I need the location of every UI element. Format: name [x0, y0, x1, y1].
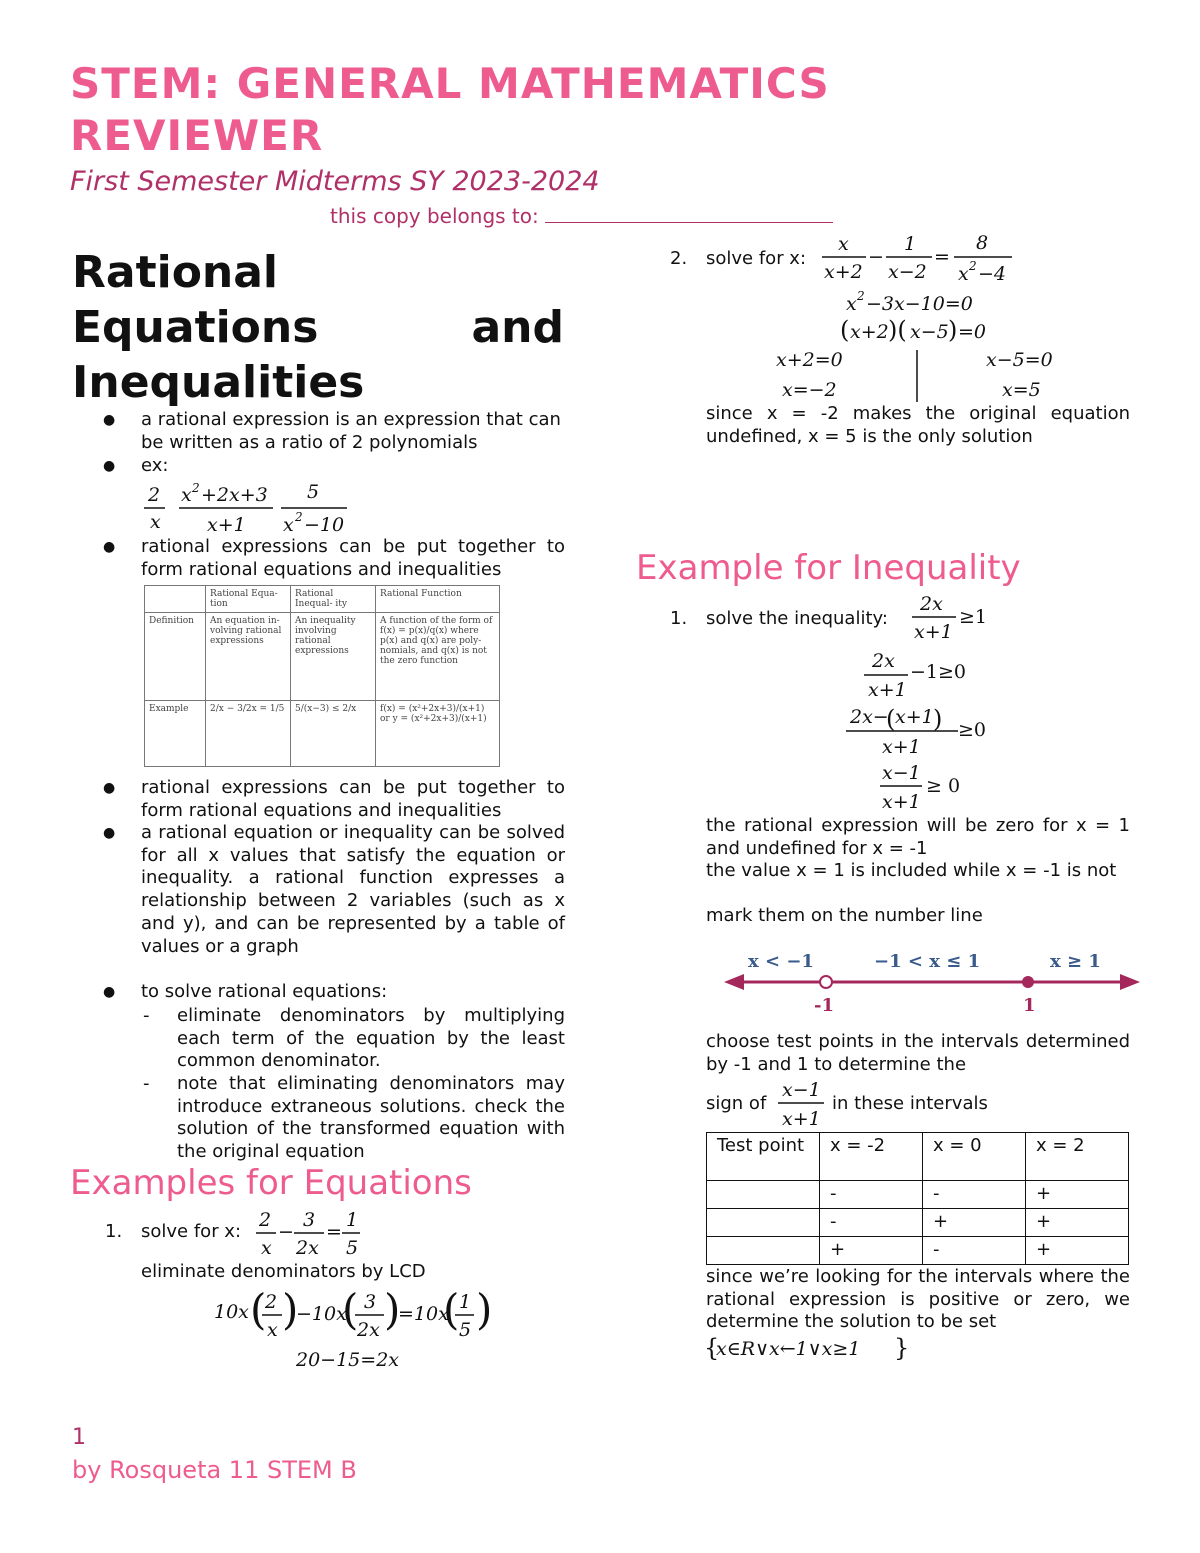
- svg-text:−4: −4: [978, 263, 1007, 285]
- page-number: 1: [72, 1425, 86, 1450]
- svg-text:x: x: [846, 293, 857, 315]
- in-note-2: the value x = 1 is included while x = -1 is not: [706, 860, 1117, 881]
- svg-text:(: (: [840, 316, 850, 344]
- example-function-cell: f(x) = (x²+2x+3)/(x+1) or y = (x²+2x+3)/(x+1): [376, 701, 500, 767]
- svg-text:2: 2: [148, 484, 161, 506]
- table-header: Test point: [707, 1133, 820, 1181]
- svg-text:(: (: [342, 1285, 359, 1334]
- svg-text:): ): [933, 705, 943, 733]
- heading-line-1: Rational: [72, 247, 279, 298]
- heading-word-and: and: [471, 302, 564, 353]
- svg-text:x: x: [838, 233, 849, 255]
- table-row: + - +: [707, 1237, 1129, 1265]
- svg-text:x−1: x−1: [782, 1079, 821, 1101]
- svg-text:2x: 2x: [920, 593, 943, 615]
- bullet-icon: ●: [103, 780, 116, 796]
- svg-text:x+1: x+1: [914, 621, 953, 643]
- svg-text:x+1: x+1: [868, 679, 907, 701]
- heading-line-3: Inequalities: [72, 357, 365, 408]
- example-inequality-heading: Example for Inequality: [636, 548, 1021, 588]
- svg-text:3: 3: [303, 1209, 316, 1231]
- svg-text:x+1: x+1: [882, 791, 921, 813]
- ex1-label: solve for x:: [141, 1221, 242, 1242]
- svg-text:1: 1: [904, 233, 917, 255]
- conclusion-text: since we’re looking for the intervals where the rational expression is positive or zero, we determine the solution to be set: [706, 1266, 1130, 1333]
- svg-text:): ): [384, 1285, 401, 1334]
- svg-text:5: 5: [346, 1237, 359, 1259]
- ex2-number: 2.: [670, 248, 688, 269]
- svg-text:x−5=0: x−5=0: [986, 349, 1053, 371]
- svg-text:x∈R∨x←1∨x≥1: x∈R∨x←1∨x≥1: [716, 1338, 861, 1360]
- svg-text:=: =: [326, 1221, 342, 1243]
- sign-fraction: [774, 1076, 830, 1136]
- document-subtitle: First Semester Midterms SY 2023-2024: [70, 166, 600, 197]
- table-row: - + +: [707, 1209, 1129, 1237]
- svg-text:x: x: [181, 484, 192, 506]
- numberline-left-label: x < −1: [748, 951, 814, 972]
- svg-text:−10: −10: [304, 514, 345, 536]
- in-note-3: mark them on the number line: [706, 905, 983, 926]
- list-item: ● ex:: [103, 455, 169, 476]
- svg-text:2: 2: [192, 481, 200, 495]
- svg-text:x+1: x+1: [895, 706, 934, 728]
- table-header: x = 0: [923, 1133, 1026, 1181]
- svg-text:x: x: [958, 263, 969, 285]
- table-header: x = 2: [1026, 1133, 1129, 1181]
- ex1-step-label: eliminate denominators by LCD: [141, 1261, 426, 1282]
- svg-text:=0: =0: [958, 321, 987, 343]
- section-heading: [72, 245, 564, 410]
- comparison-table-image: [144, 585, 500, 773]
- svg-text:2: 2: [265, 1291, 278, 1313]
- svg-text:(: (: [443, 1285, 460, 1334]
- bullet-icon: ●: [103, 984, 116, 1000]
- table-header: x = -2: [820, 1133, 923, 1181]
- in-note-1: the rational expression will be zero for x = 1 and undefined for x = -1: [706, 815, 1130, 859]
- svg-text:(: (: [250, 1285, 267, 1334]
- svg-text:): ): [476, 1285, 493, 1334]
- choose-text: choose test points in the intervals determined by -1 and 1 to determine the: [706, 1031, 1130, 1075]
- svg-text:x=5: x=5: [1002, 379, 1041, 401]
- svg-text:1: 1: [346, 1209, 359, 1231]
- bullet-icon: ●: [103, 412, 116, 428]
- in1-inequality: [908, 590, 998, 650]
- svg-text:−: −: [868, 246, 884, 268]
- svg-text:−: −: [278, 1221, 294, 1243]
- sign-of-label: sign of: [706, 1093, 767, 1114]
- list-item: ● a rational expression is an expression that can be written as a ratio of 2 polynomials: [103, 409, 561, 453]
- owner-label: this copy belongs to:: [330, 204, 539, 228]
- svg-text:−3x−10=0: −3x−10=0: [866, 293, 973, 315]
- svg-text:−1≥0: −1≥0: [910, 661, 967, 683]
- svg-text:x: x: [150, 511, 161, 533]
- list-item: ● rational expressions can be put together to form rational equations and inequalities: [103, 536, 565, 580]
- in1-steps: [840, 645, 1000, 819]
- svg-text:x: x: [267, 1319, 278, 1341]
- svg-text:{: {: [704, 1334, 720, 1362]
- test-point-table: [706, 1132, 1129, 1265]
- svg-text:1: 1: [459, 1291, 472, 1313]
- example-inequality-cell: 5/(x−3) ≤ 2/x: [291, 701, 376, 767]
- ex2-steps: [770, 286, 1070, 410]
- owner-blank: [545, 202, 833, 223]
- svg-text:≥ 0: ≥ 0: [926, 775, 961, 797]
- examples-equations-heading: Examples for Equations: [70, 1163, 472, 1203]
- svg-text:x+2: x+2: [824, 261, 863, 283]
- dash-icon: -: [143, 1005, 150, 1026]
- ex2-label: solve for x:: [706, 248, 807, 269]
- svg-text:10x: 10x: [214, 1301, 249, 1323]
- in1-label: solve the inequality:: [706, 608, 888, 629]
- svg-text:x−5: x−5: [910, 321, 949, 343]
- svg-text:8: 8: [976, 232, 989, 254]
- list-item: ● rational expressions can be put together to form rational equations and inequalities: [103, 777, 565, 821]
- comparison-table: Rational Equa- tion Rational Inequal- ity Rational Function Definition An equation in- volving rational expressions An inequality involving rational expressions A function of the form of f(x) = p(x)/q(x) where p(x) and q(x) are poly- nomials, and q(x) is not the zero function Example 2/x − 3/2x = 1/5 5/(x−3) ≤ 2/x f(x) = (x²+2x+3)/(x+1) or y = (x²+2x+3)/(x+1): [144, 585, 500, 767]
- dash-icon: -: [143, 1073, 150, 1094]
- svg-text:≥1: ≥1: [959, 606, 988, 628]
- svg-text:(: (: [886, 705, 896, 733]
- svg-text:x: x: [283, 514, 294, 536]
- bullet-icon: ●: [103, 825, 116, 841]
- heading-line-2: [72, 300, 564, 355]
- bullet-icon: ●: [103, 458, 116, 474]
- svg-text:+2x+3: +2x+3: [201, 484, 268, 506]
- owner-line: [330, 202, 833, 228]
- ex2-note: since x = -2 makes the original equation undefined, x = 5 is the only solution: [706, 403, 1130, 447]
- svg-text:): ): [948, 316, 958, 344]
- ex2-equation: [818, 228, 1018, 292]
- numberline-mid-label: −1 < x ≤ 1: [874, 951, 981, 972]
- svg-text:5: 5: [307, 481, 320, 503]
- svg-text:−10x: −10x: [296, 1303, 347, 1325]
- svg-text:x+1: x+1: [207, 514, 246, 536]
- table-row: - - +: [707, 1181, 1129, 1209]
- ex1-number: 1.: [105, 1221, 123, 1242]
- svg-text:x−2: x−2: [888, 261, 927, 283]
- svg-text:5: 5: [459, 1319, 472, 1341]
- numberline-right-label: x ≥ 1: [1050, 951, 1101, 972]
- svg-text:2x: 2x: [296, 1237, 319, 1259]
- svg-text:20−15=2x: 20−15=2x: [296, 1349, 399, 1371]
- list-item: ● to solve rational equations:: [103, 981, 388, 1002]
- svg-text:2x: 2x: [872, 650, 895, 672]
- svg-text:x+1: x+1: [882, 736, 921, 758]
- expressions-svg: [141, 481, 361, 537]
- svg-text:2: 2: [259, 1209, 272, 1231]
- svg-text:x+2=0: x+2=0: [776, 349, 843, 371]
- svg-text:2: 2: [295, 510, 303, 524]
- svg-text:x−1: x−1: [882, 762, 921, 784]
- svg-text:=: =: [934, 246, 950, 268]
- author-line: by Rosqueta 11 STEM B: [72, 1456, 357, 1484]
- svg-text:2x: 2x: [357, 1319, 380, 1341]
- svg-text:x+2: x+2: [850, 321, 889, 343]
- svg-text:=10x: =10x: [398, 1303, 449, 1325]
- svg-text:x+1: x+1: [782, 1108, 821, 1130]
- svg-text:x: x: [261, 1237, 272, 1259]
- example-expressions: [141, 481, 361, 541]
- in-these-label: in these intervals: [832, 1093, 988, 1114]
- ex1-lcd-equation: [212, 1284, 502, 1388]
- svg-text:2: 2: [969, 259, 977, 273]
- solution-set: [704, 1333, 914, 1369]
- numberline-tick-right: 1: [1023, 995, 1036, 1016]
- number-line: [722, 945, 1142, 1020]
- example-equation-cell: 2/x − 3/2x = 1/5: [206, 701, 291, 767]
- in1-number: 1.: [670, 608, 688, 629]
- svg-text:3: 3: [364, 1291, 377, 1313]
- svg-text:2: 2: [857, 289, 865, 303]
- svg-text:≥0: ≥0: [958, 719, 987, 741]
- bullet-icon: ●: [103, 539, 116, 555]
- sub-list-item: - note that eliminating denominators may introduce extraneous solutions. check the solution of the transformed equation with the original equation: [143, 1073, 565, 1163]
- svg-text:)(: )(: [888, 316, 907, 344]
- ex1-equation: [254, 1204, 374, 1264]
- sub-list-item: - eliminate denominators by multiplying each term of the equation by the least common denominator.: [143, 1005, 565, 1072]
- svg-text:}: }: [894, 1334, 910, 1362]
- heading-word-equations: Equations: [72, 302, 319, 353]
- svg-text:2x−: 2x−: [850, 706, 889, 728]
- numberline-tick-left: -1: [814, 995, 834, 1016]
- svg-text:): ): [282, 1285, 299, 1334]
- svg-text:x=−2: x=−2: [782, 379, 837, 401]
- document-title: STEM: GENERAL MATHEMATICS REVIEWER: [70, 59, 830, 160]
- list-item: ● a rational equation or inequality can be solved for all x values that satisfy the equation or inequality. a rational function expresses a relationship between 2 variables (such as x and y), and can be represented by a table of values or a graph: [103, 822, 565, 957]
